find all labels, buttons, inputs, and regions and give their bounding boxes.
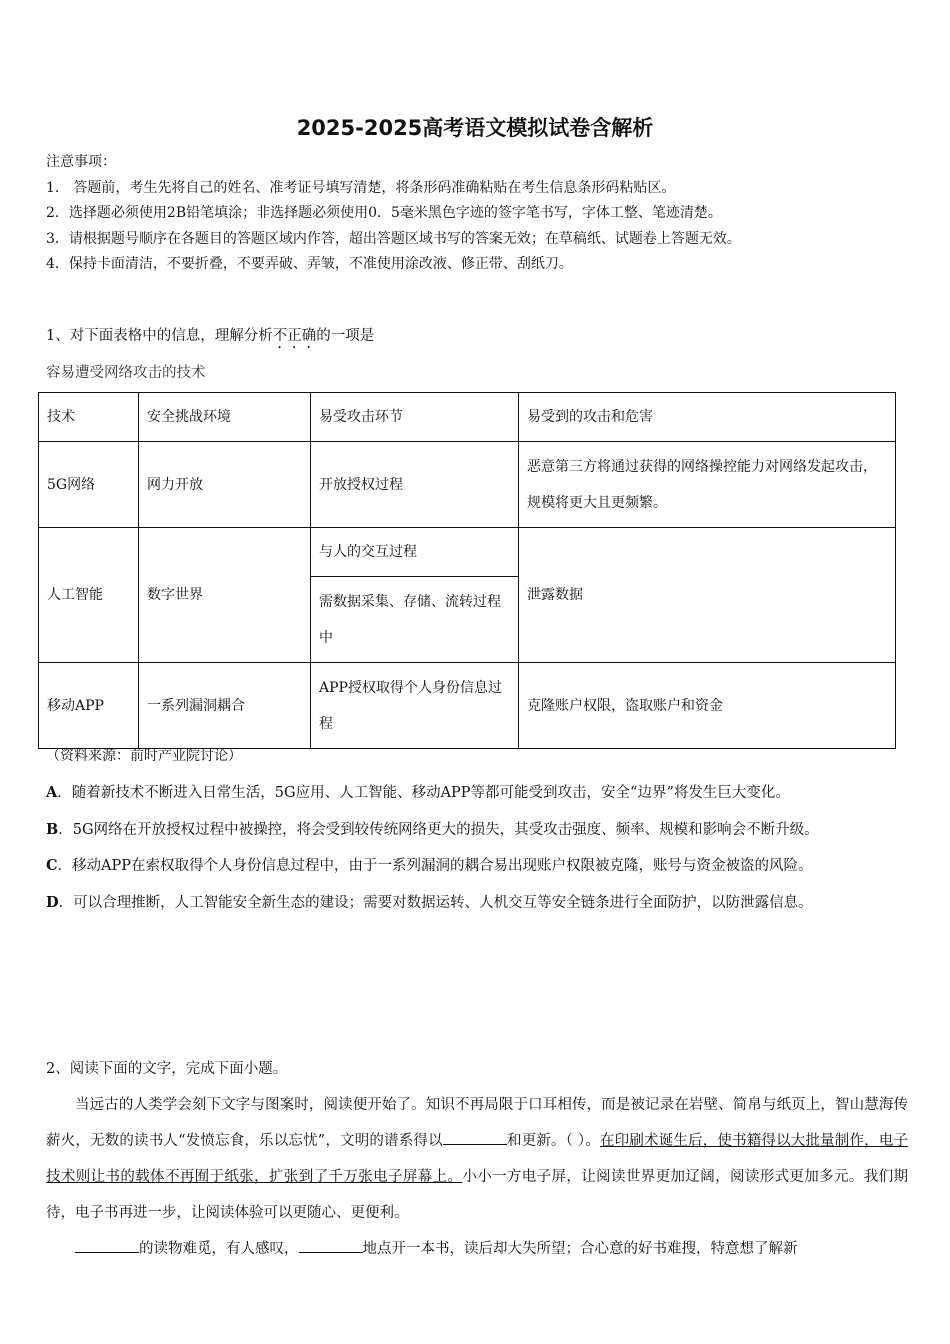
- page-title: 2025-2025高考语文模拟试卷含解析: [296, 116, 654, 140]
- q2-heading: 2、阅读下面的文字，完成下面小题。: [46, 1061, 288, 1077]
- table-cell: APP授权取得个人身份信息过程: [311, 663, 519, 749]
- option-label: A: [46, 784, 58, 801]
- note-item: 2．选择题必须使用2B铅笔填涂；非选择题必须使用0．5毫米黑色字迹的签字笔书写，字体工整、笔迹清楚。: [46, 205, 722, 221]
- table-cell: 一系列漏洞耦合: [139, 663, 311, 749]
- fill-blank[interactable]: [443, 1130, 507, 1145]
- table-cell: 移动APP: [39, 663, 139, 749]
- header-cell: 安全挑战环境: [139, 393, 311, 442]
- q1-suffix: 的一项是: [316, 328, 375, 344]
- table-cell: 人工智能: [39, 528, 139, 663]
- table-cell: 网力开放: [139, 442, 311, 528]
- table-cell: 开放授权过程: [311, 442, 519, 528]
- passage-text: 的读物难觅，有人感叹，: [139, 1241, 299, 1257]
- option-label: D: [46, 893, 59, 911]
- table-row: [39, 442, 896, 528]
- table-cell: 5G网络: [39, 442, 139, 528]
- option-text: ．可以合理推断，人工智能安全新生态的建设；需要对数据运转、人机交互等安全链条进行全面防护，以防泄露信息。: [58, 894, 813, 911]
- question-2: [46, 1051, 908, 1267]
- passage-text: 小小一方电子屏，让阅读世界更加辽阔，阅读形式更加多元。我们期待，电子书再进一步，让阅读体验可以更随心、更便利。: [46, 1169, 909, 1221]
- header-cell: 易受到的攻击和危害: [519, 393, 896, 442]
- q1-prefix: 1、对下面表格中的信息，理解分析: [46, 328, 273, 344]
- option-text: ．5G网络在开放授权过程中被操控，将会受到较传统网络更大的损失，其受攻击强度、频率、规模和影响会不断升级。: [58, 821, 819, 838]
- note-item: 3．请根据题号顺序在各题目的答题区域内作答，超出答题区域书写的答案无效；在草稿纸、试题卷上答题无效。: [46, 230, 741, 247]
- fill-blank[interactable]: [299, 1238, 363, 1253]
- table-cell: 数字世界: [139, 528, 311, 663]
- fill-blank[interactable]: [75, 1238, 139, 1253]
- table-caption: 容易遭受网络攻击的技术: [46, 365, 206, 381]
- question-1-stem: [46, 324, 374, 352]
- table-header-row: [39, 393, 896, 442]
- table-cell: 克隆账户权限，盗取账户和资金: [519, 663, 896, 749]
- notes-section: [46, 150, 916, 278]
- passage-text: 当远古的人类学会刻下文字与图案时，阅读便开始了。知识不再局限于口耳相传，而是被记录在岩壁、简帛与纸页上，智山慧海传薪火，无数的读书人“发愤忘食，乐以忘忧”，文明的谱系得以: [46, 1097, 908, 1149]
- attack-table: [38, 392, 896, 749]
- option-text: ．随着新技术不断进入日常生活，5G应用、人工智能、移动APP等都可能受到攻击，安全“边界”将发生巨大变化。: [57, 785, 790, 801]
- note-item: 4．保持卡面清洁，不要折叠，不要弄破、弄皱，不准使用涂改液、修正带、刮纸刀。: [46, 256, 573, 272]
- passage-paragraph: [46, 1231, 908, 1267]
- passage-text: 地点开一本书，读后却大失所望；合心意的好书难搜，特意想了解新: [362, 1241, 798, 1257]
- option-label: B: [46, 820, 59, 838]
- option-d: [46, 885, 912, 922]
- header-cell: 技术: [39, 393, 139, 442]
- q1-emphasis: 不正确: [272, 328, 317, 344]
- note-item: 1． 答题前，考生先将自己的姓名、准考证号填写清楚，将条形码准确粘贴在考生信息条形码粘贴区。: [46, 179, 676, 196]
- option-c: [46, 848, 912, 885]
- passage-text: 和更新。（ ）。: [506, 1133, 600, 1149]
- table-cell: 泄露数据: [519, 528, 896, 663]
- passage-paragraph: [46, 1087, 908, 1231]
- table-row: [39, 663, 896, 749]
- option-b: [46, 812, 912, 849]
- table-source: （资料来源：前时产业院讨论）: [46, 748, 242, 764]
- option-text: ．移动APP在索权取得个人身份信息过程中，由于一系列漏洞的耦合易出现账户权限被克隆，账号与资金被盗的风险。: [57, 858, 813, 874]
- option-label: C: [46, 857, 58, 874]
- notes-heading: 注意事项：: [46, 154, 116, 170]
- table-cell: 与人的交互过程: [311, 528, 519, 577]
- table-cell: 需数据采集、存储、流转过程中: [311, 577, 519, 663]
- header-cell: 易受攻击环节: [311, 393, 519, 442]
- option-a: [46, 775, 912, 812]
- table-row: [39, 528, 896, 577]
- options-list: [46, 775, 912, 921]
- underlined-sentence: 在印刷术诞生后，使书籍得以大批量制作，电子技术则让书的载体不再囿于纸张，扩张到了千万张电子屏幕上。: [46, 1133, 909, 1185]
- table-cell: 恶意第三方将通过获得的网络操控能力对网络发起攻击，规模将更大且更频繁。: [519, 442, 896, 528]
